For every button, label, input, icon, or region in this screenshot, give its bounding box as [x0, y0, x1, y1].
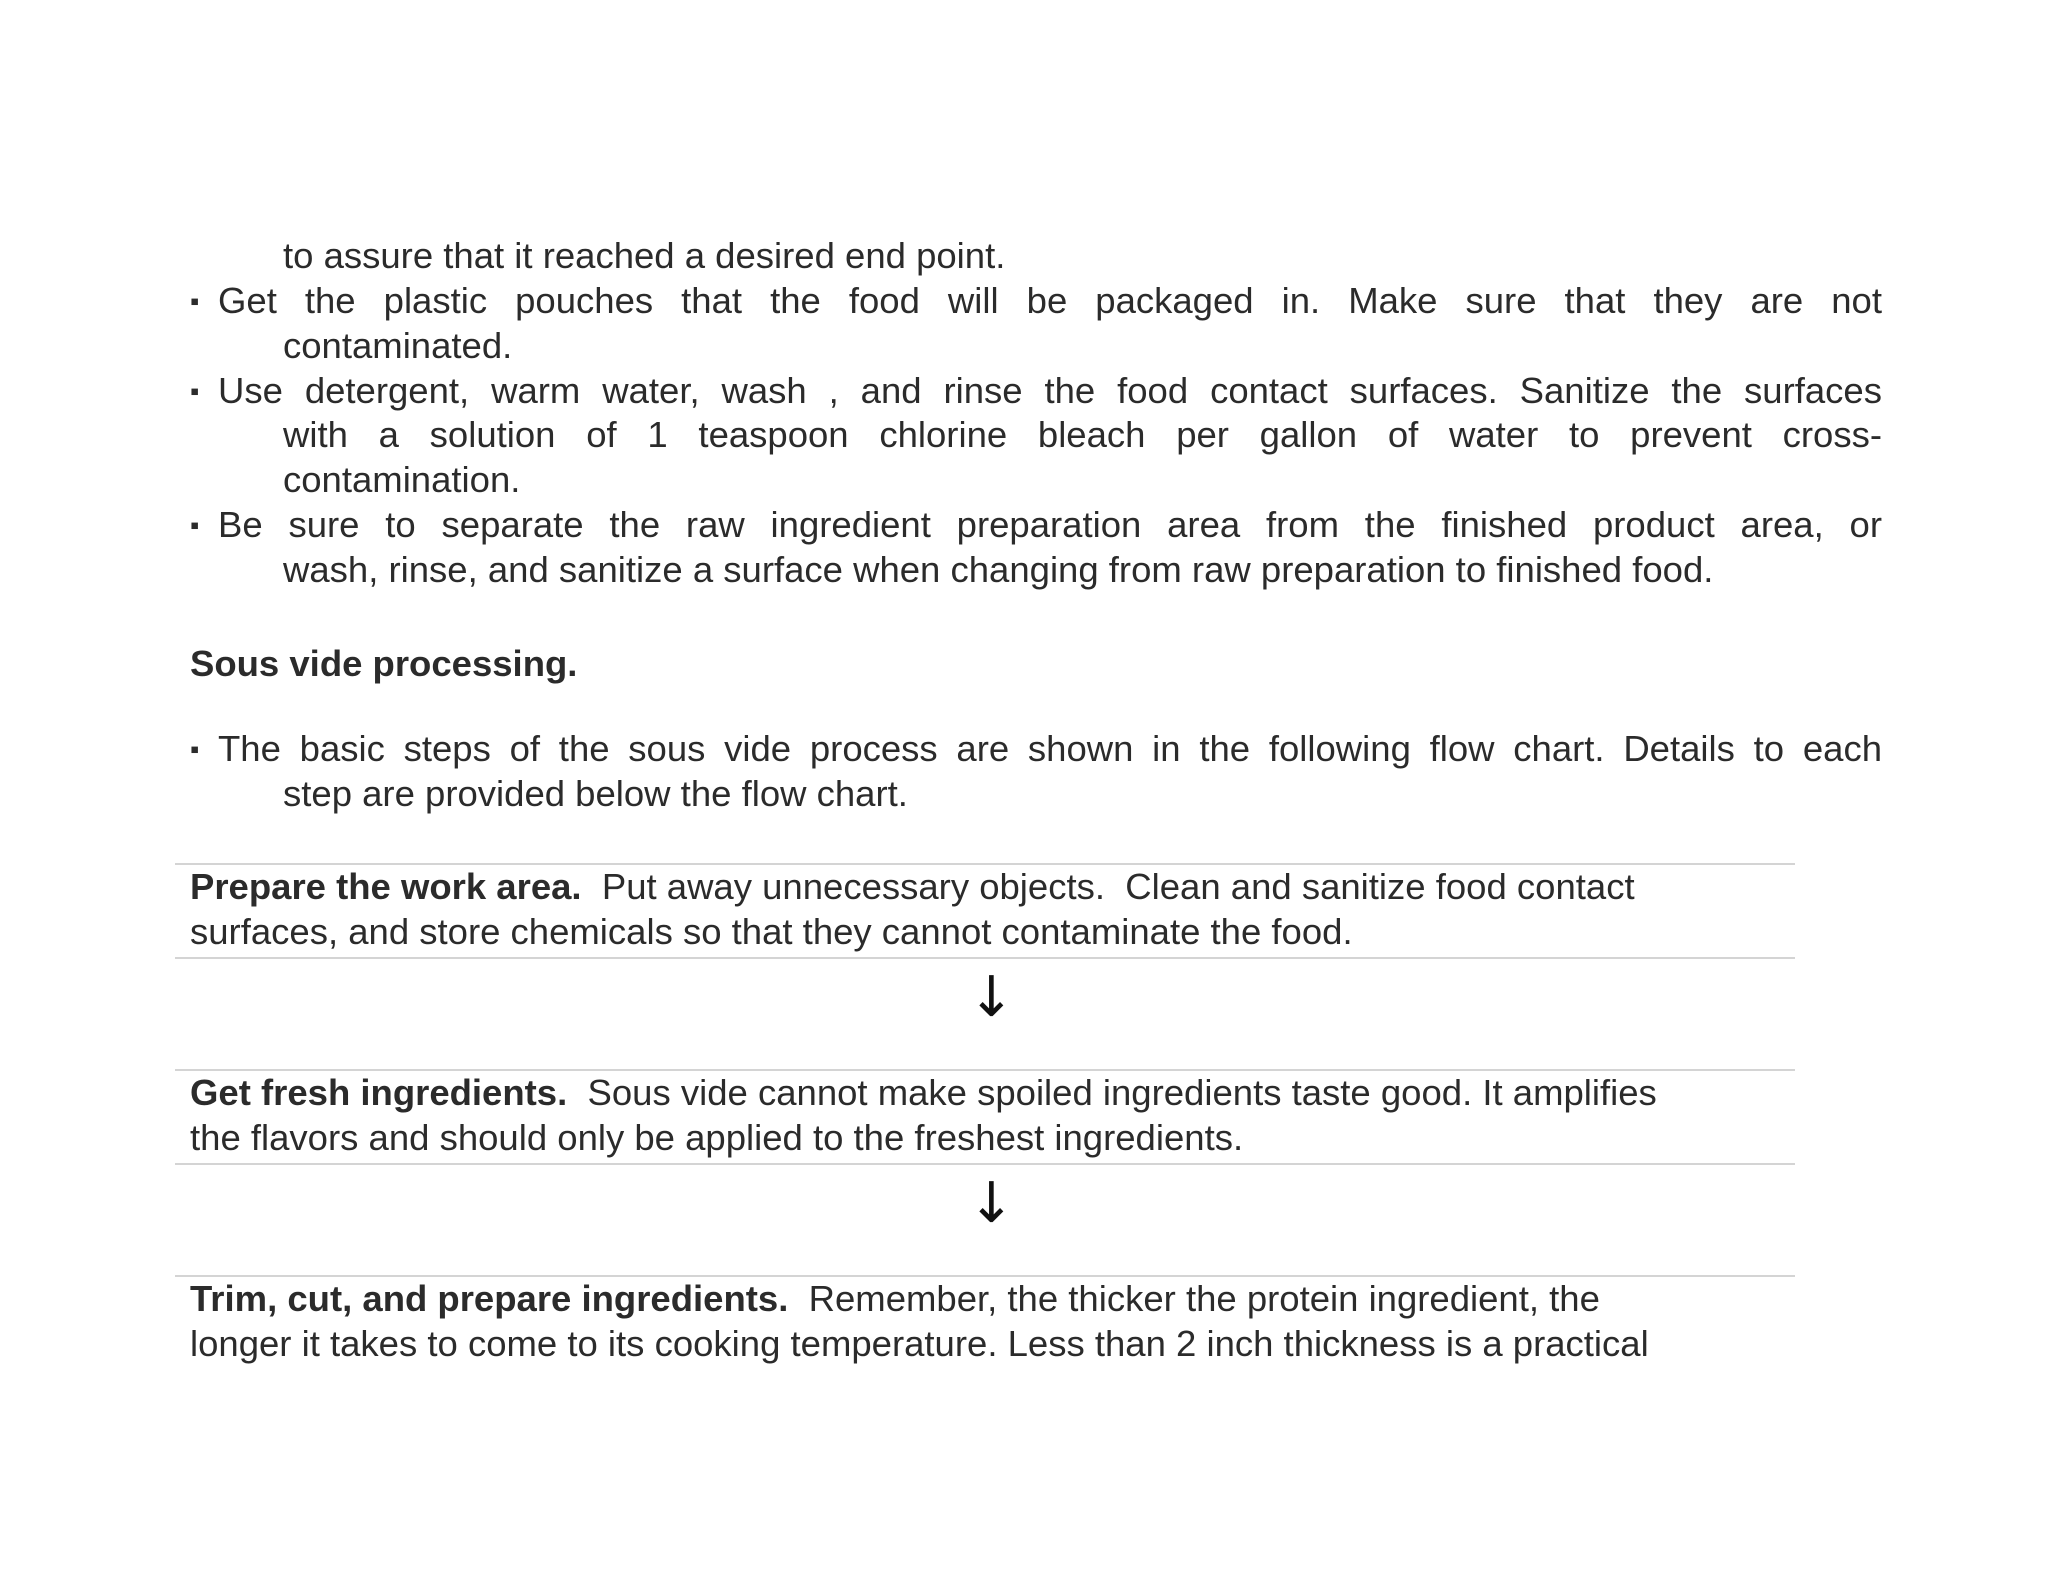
bullet-item-flow-intro — [190, 727, 1882, 771]
flow-step-line: the flavors and should only be applied to the freshest ingredients. — [190, 1117, 1244, 1158]
bullet-item-separate-areas — [190, 503, 1882, 547]
flow-step-line — [190, 865, 1635, 909]
bullet-marker: ▪ — [190, 510, 200, 540]
flow-step-prepare-work-area — [175, 863, 1795, 959]
bullet-continuation-line: step are provided below the flow chart. — [283, 773, 908, 814]
bullet-line: The basic steps of the sous vide process are shown in the following flow chart. Details to each — [218, 728, 1882, 769]
intro-continuation-line: to assure that it reached a desired end point. — [283, 235, 1006, 276]
flow-step-trim-cut-prepare — [175, 1275, 1795, 1369]
bullet-marker: ▪ — [190, 734, 200, 764]
bullet-continuation-line: wash, rinse, and sanitize a surface when changing from raw preparation to finished food. — [283, 549, 1714, 590]
section-heading: Sous vide processing. — [190, 643, 578, 684]
flow-step-line: longer it takes to come to its cooking temperature. Less than 2 inch thickness is a practical — [190, 1323, 1649, 1364]
flow-step-title: Get fresh ingredients. — [190, 1072, 568, 1113]
flow-step-line: surfaces, and store chemicals so that they cannot contaminate the food. — [190, 911, 1353, 952]
flow-step-title: Prepare the work area. — [190, 866, 582, 907]
bullet-continuation-line: contaminated. — [283, 325, 513, 366]
flow-step-title: Trim, cut, and prepare ingredients. — [190, 1278, 789, 1319]
bullet-marker: ▪ — [190, 376, 200, 406]
bullet-line: Be sure to separate the raw ingredient preparation area from the finished product area, or — [218, 504, 1882, 545]
bullet-marker: ▪ — [190, 286, 200, 316]
bullet-item-pouches — [190, 279, 1882, 323]
flow-step-text: Put away unnecessary objects. Clean and sanitize food contact — [581, 866, 1635, 907]
bullet-line: Get the plastic pouches that the food will be packaged in. Make sure that they are not — [218, 280, 1882, 321]
flow-step-line — [190, 1277, 1600, 1321]
flow-step-text: Remember, the thicker the protein ingredient, the — [788, 1278, 1600, 1319]
arrow-down-icon: ↓ — [968, 965, 1015, 1030]
bullet-line: Use detergent, warm water, wash , and rinse the food contact surfaces. Sanitize the surfaces — [218, 370, 1882, 411]
flow-step-text: Sous vide cannot make spoiled ingredients taste good. It amplifies — [567, 1072, 1657, 1113]
flow-step-fresh-ingredients — [175, 1069, 1795, 1165]
bullet-continuation-line: contamination. — [283, 459, 521, 500]
arrow-down-icon: ↓ — [968, 1171, 1015, 1236]
flow-step-line — [190, 1071, 1657, 1115]
bullet-item-sanitize — [190, 369, 1882, 413]
bullet-continuation-line: with a solution of 1 teaspoon chlorine bleach per gallon of water to prevent cross- — [283, 414, 1882, 455]
